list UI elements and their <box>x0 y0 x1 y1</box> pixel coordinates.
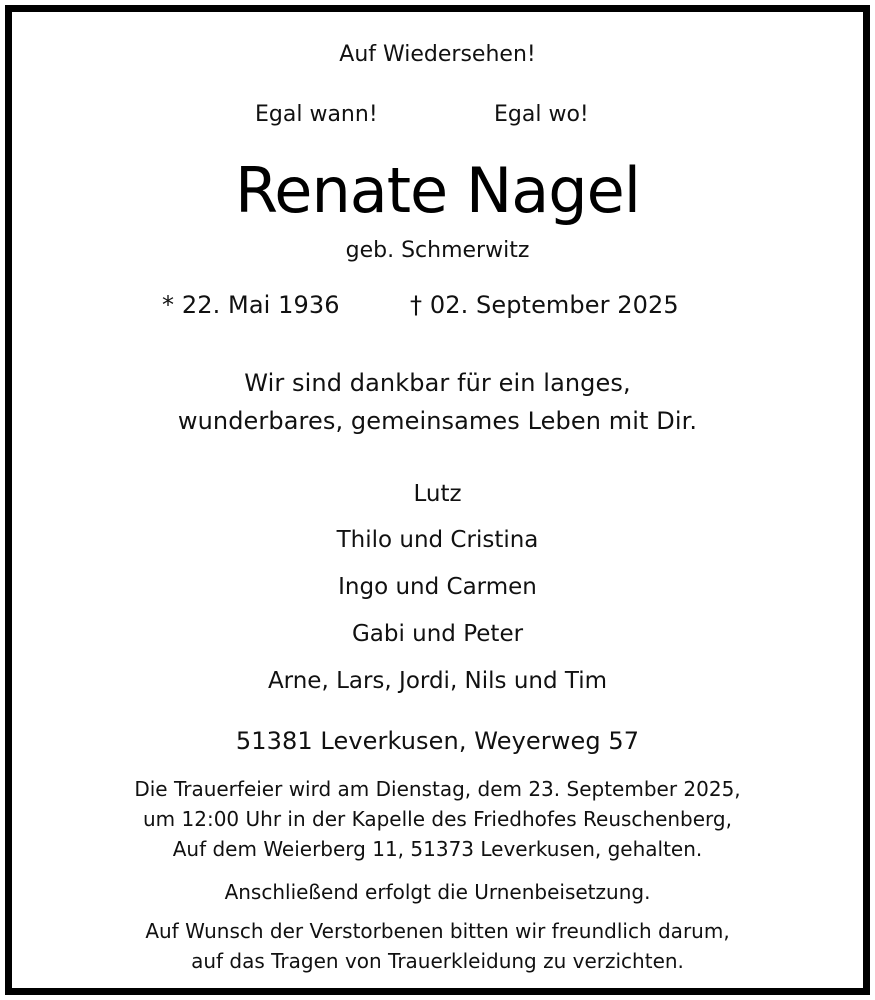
mourner-1: Lutz <box>413 481 462 507</box>
motto-right: Egal wo! <box>494 102 589 127</box>
ceremony-line-2: um 12:00 Uhr in der Kapelle des Friedhofes Reuschenberg, <box>143 807 732 831</box>
burial-note: Anschließend erfolgt die Urnenbeisetzung. <box>224 880 651 904</box>
birth-date: * 22. Mai 1936 <box>162 291 340 319</box>
gratitude-line-2: wunderbares, gemeinsames Leben mit Dir. <box>177 407 698 435</box>
mourner-5: Arne, Lars, Jordi, Nils und Tim <box>267 668 608 694</box>
wish-line-2: auf das Tragen von Trauerkleidung zu verzichten. <box>191 949 684 973</box>
mourner-4: Gabi und Peter <box>351 621 524 647</box>
ceremony-line-3: Auf dem Weierberg 11, 51373 Leverkusen, gehalten. <box>172 837 703 861</box>
opening-line: Auf Wiedersehen! <box>339 42 536 67</box>
obituary-notice <box>5 5 870 995</box>
gratitude-line-1: Wir sind dankbar für ein langes, <box>244 369 631 397</box>
deceased-name: Renate Nagel <box>235 154 640 227</box>
address: 51381 Leverkusen, Weyerweg 57 <box>235 727 640 755</box>
maiden-name: geb. Schmerwitz <box>345 238 530 263</box>
mourner-3: Ingo und Carmen <box>338 574 537 600</box>
wish-line-1: Auf Wunsch der Verstorbenen bitten wir freundlich darum, <box>145 919 730 943</box>
mourner-2: Thilo und Cristina <box>336 527 539 553</box>
death-date: † 02. September 2025 <box>410 291 679 319</box>
motto-left: Egal wann! <box>255 102 378 127</box>
ceremony-line-1: Die Trauerfeier wird am Dienstag, dem 23. September 2025, <box>134 777 741 801</box>
